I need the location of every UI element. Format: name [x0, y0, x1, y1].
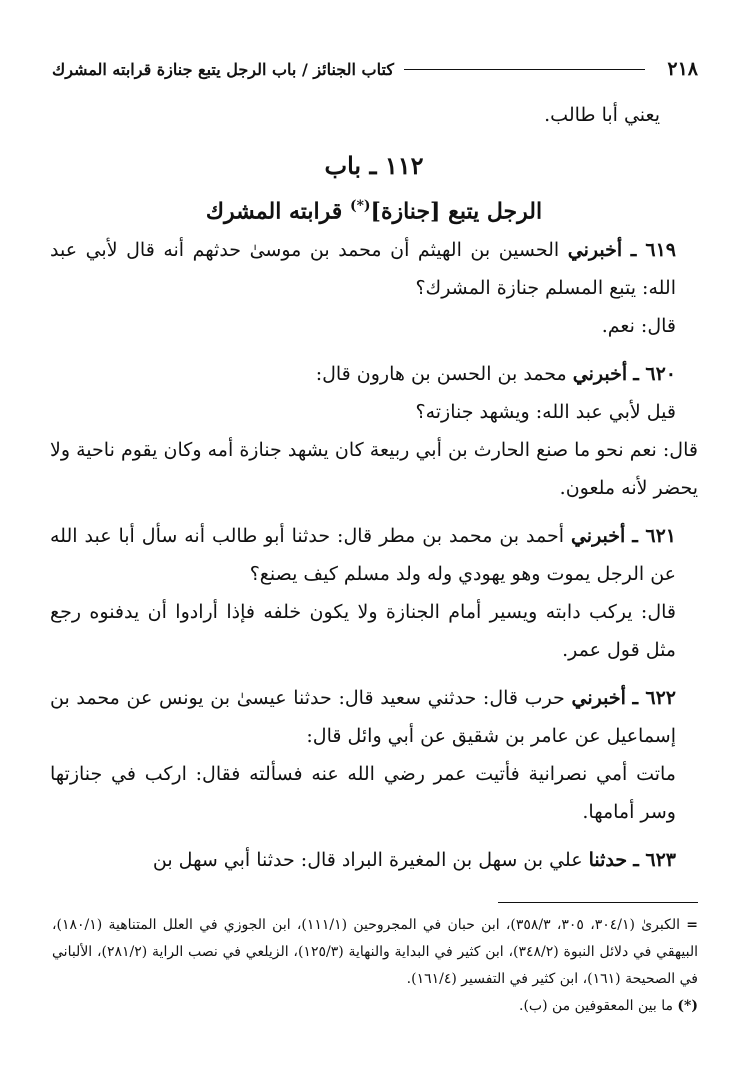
hadith-619-answer: قال: نعم. [601, 315, 676, 338]
hadith-622-text [50, 679, 698, 755]
hadith-chain: أحمد بن محمد بن مطر قال: حدثنا أبو طالب أنه سأل أبا عبد الله عن الرجل يموت وهو يهودي وله ولد مسلم كيف يصنع؟ [50, 525, 676, 586]
hadith-chain: محمد بن الحسن بن هارون قال: [315, 363, 573, 386]
footnote-text: ما بين المعقوفين من (ب). [519, 998, 678, 1014]
narration-keyword: أخبرني [571, 687, 626, 710]
footnote-mark: (*) [677, 998, 698, 1014]
header-rule [404, 69, 645, 70]
hadith-621-answer: قال: يركب دابته ويسير أمام الجنازة ولا يكون خلفه فإذا أرادوا أن يدفنوه رجع مثل قول عمر. [50, 601, 676, 662]
hadith-620-text [50, 355, 698, 393]
footnote-continued [52, 912, 698, 993]
footnote-bracket [52, 993, 698, 1020]
footnote-text: الكبرىٰ (٣٠٤/١، ٣٠٥، ٣٥٨/٣)، ابن حبان في المجروحين (١١١/١)، ابن الجوزي في العلل المتناهية (١٨٠/١)، البيهقي في دلائل النبوة (٣٤٨/٢)، ابن كثير في البداية والنهاية (١٢٥/٣)، الزيلعي في نصب الراية (٢٨١/٢)، الألباني في الصحيحة (١٦١)، ابن كثير في التفسير (١٦١/٤). [52, 917, 698, 987]
hadith-622 [50, 679, 698, 831]
hadith-622-answer: ماتت أمي نصرانية فأتيت عمر رضي الله عنه فسألته فقال: اركب في جنازتها وسر أمامها. [50, 763, 676, 824]
hadith-620-answer: قال: نعم نحو ما صنع الحارث بن أبي ربيعة كان يشهد جنازة أمه وكان يقوم ناحية ولا يحضر لأنه ملعون. [50, 439, 698, 500]
hadith-623 [50, 841, 698, 879]
hadith-chain: حرب قال: حدثني سعيد قال: حدثنا عيسىٰ بن يونس عن محمد بن إسماعيل عن عامر بن شقيق عن أبي وائل قال: [50, 687, 676, 748]
narration-keyword: أخبرني [572, 363, 628, 386]
hadith-number: ٦٢٠ ـ [633, 363, 676, 386]
narration-keyword: حدثنا [588, 849, 628, 872]
footnotes [52, 912, 698, 1020]
continuation-line: يعني أبا طالب. [544, 104, 660, 126]
hadith-number: ٦٢١ ـ [632, 525, 676, 548]
footnote-rule [498, 902, 698, 903]
hadith-619 [50, 231, 698, 345]
chapter-title-start: الرجل يتبع [جنازة] [370, 198, 543, 225]
hadith-chain: الحسين بن الهيثم أن محمد بن موسىٰ حدثهم أنه قال لأبي عبد الله: يتبع المسلم جنازة المشرك؟ [50, 239, 676, 300]
running-title: كتاب الجنائز / باب الرجل يتبع جنازة قرابته المشرك [52, 59, 394, 79]
body-text [50, 96, 698, 889]
hadith-619-text [50, 231, 698, 307]
hadith-number: ٦٢٢ ـ [632, 687, 676, 710]
narration-keyword: أخبرني [570, 525, 626, 548]
hadith-623-text [50, 841, 698, 879]
hadith-number: ٦٢٣ ـ [633, 849, 676, 872]
narration-keyword: أخبرني [567, 239, 623, 262]
footnote-continuation-mark: = [686, 917, 698, 933]
hadith-number: ٦١٩ ـ [630, 239, 677, 262]
chapter-heading: ١١٢ ـ باب [324, 151, 424, 180]
hadith-621 [50, 517, 698, 669]
hadith-chain: علي بن سهل بن المغيرة البراد قال: حدثنا أبي سهل بن [152, 849, 589, 872]
hadith-620 [50, 355, 698, 507]
hadith-620-question: قيل لأبي عبد الله: ويشهد جنازته؟ [415, 401, 676, 424]
page-number: ٢١٨ [667, 58, 698, 80]
running-head [52, 56, 698, 82]
chapter-title-end: قرابته المشرك [205, 198, 350, 225]
chapter-title [50, 186, 698, 231]
chapter-footnote-mark: (*) [349, 198, 371, 214]
hadith-621-text [50, 517, 698, 593]
